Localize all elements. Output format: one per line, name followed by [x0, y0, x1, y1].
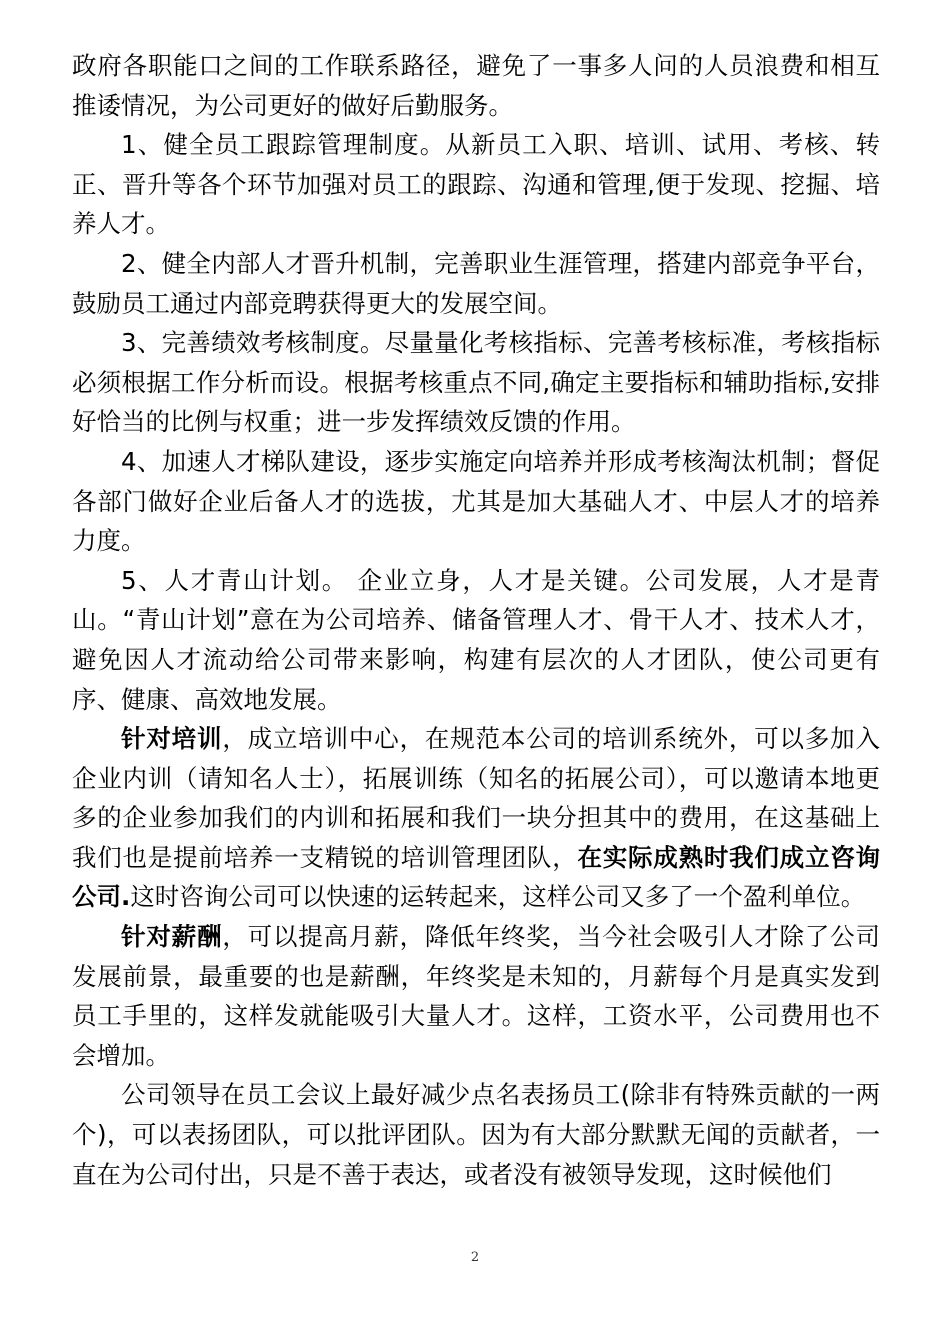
bold-heading-salary: 针对薪酬 — [121, 922, 223, 952]
bold-emphasis-consulting: 在实际成熟时我们成立咨询公司. — [72, 842, 880, 912]
paragraph-intro-continuation — [72, 46, 880, 125]
paragraph-salary — [72, 917, 880, 1075]
document-page — [72, 46, 880, 1194]
text-segment: 这时咨询公司可以快速的运转起来，这样公司又多了一个盈利单位。 — [130, 882, 866, 912]
paragraph-item-1 — [72, 125, 880, 244]
text-segment: 政府各职能口之间的工作联系路径，避免了一事多人问的人员浪费和相互推诿情况，为公司更好的做好后勤服务。 — [72, 51, 880, 120]
paragraph-training — [72, 719, 880, 917]
paragraph-item-3 — [72, 323, 880, 442]
text-segment: ，成立培训中心，在规范本公司的培训系统外，可以多加入企业内训（请知名人士），拓展训练（知名的拓展公司），可以邀请本地更多的企业参加我们的内训和拓展和我们一块分担其中的费用，在这基础上我们也是提前培养一支精锐的培训管理团队， — [72, 724, 880, 872]
bold-heading-training: 针对培训 — [121, 724, 223, 754]
text-segment: 3、完善绩效考核制度。尽量量化考核指标、完善考核标准，考核指标必须根据工作分析而设。根据考核重点不同,确定主要指标和辅助指标,安排好恰当的比例与权重；进一步发挥绩效反馈的作用。 — [72, 328, 880, 437]
text-segment: 公司领导在员工会议上最好减少点名表扬员工(除非有特殊贡献的一两个)，可以表扬团队，可以批评团队。因为有大部分默默无闻的贡献者，一直在为公司付出，只是不善于表达，或者没有被领导发现，这时候他们 — [72, 1080, 880, 1189]
text-segment: 4、加速人才梯队建设，逐步实施定向培养并形成考核淘汰机制；督促各部门做好企业后备人才的选拔，尤其是加大基础人才、中层人才的培养力度。 — [72, 446, 880, 556]
text-segment: 2、健全内部人才晋升机制，完善职业生涯管理，搭建内部竞争平台，鼓励员工通过内部竞聘获得更大的发展空间。 — [72, 248, 880, 318]
paragraph-item-4 — [72, 442, 880, 561]
page-number: 2 — [470, 1250, 480, 1265]
paragraph-item-2 — [72, 244, 880, 323]
text-segment: 5、人才青山计划。 企业立身，人才是关键。公司发展，人才是青山。“青山计划”意在为公司培养、储备管理人才、骨干人才、技术人才，避免因人才流动给公司带来影响，构建有层次的人才团队，使公司更有序、健康、高效地发展。 — [72, 565, 880, 714]
text-segment: ，可以提高月薪，降低年终奖，当今社会吸引人才除了公司发展前景，最重要的也是薪酬，年终奖是未知的，月薪每个月是真实发到员工手里的，这样发就能吸引大量人才。这样，工资水平，公司费用也不会增加。 — [72, 922, 880, 1070]
text-segment: 1、健全员工跟踪管理制度。从新员工入职、培训、试用、考核、转正、晋升等各个环节加强对员工的跟踪、沟通和管理,便于发现、挖掘、培养人才。 — [72, 130, 880, 239]
paragraph-item-5 — [72, 561, 880, 719]
paragraph-praise — [72, 1075, 880, 1194]
